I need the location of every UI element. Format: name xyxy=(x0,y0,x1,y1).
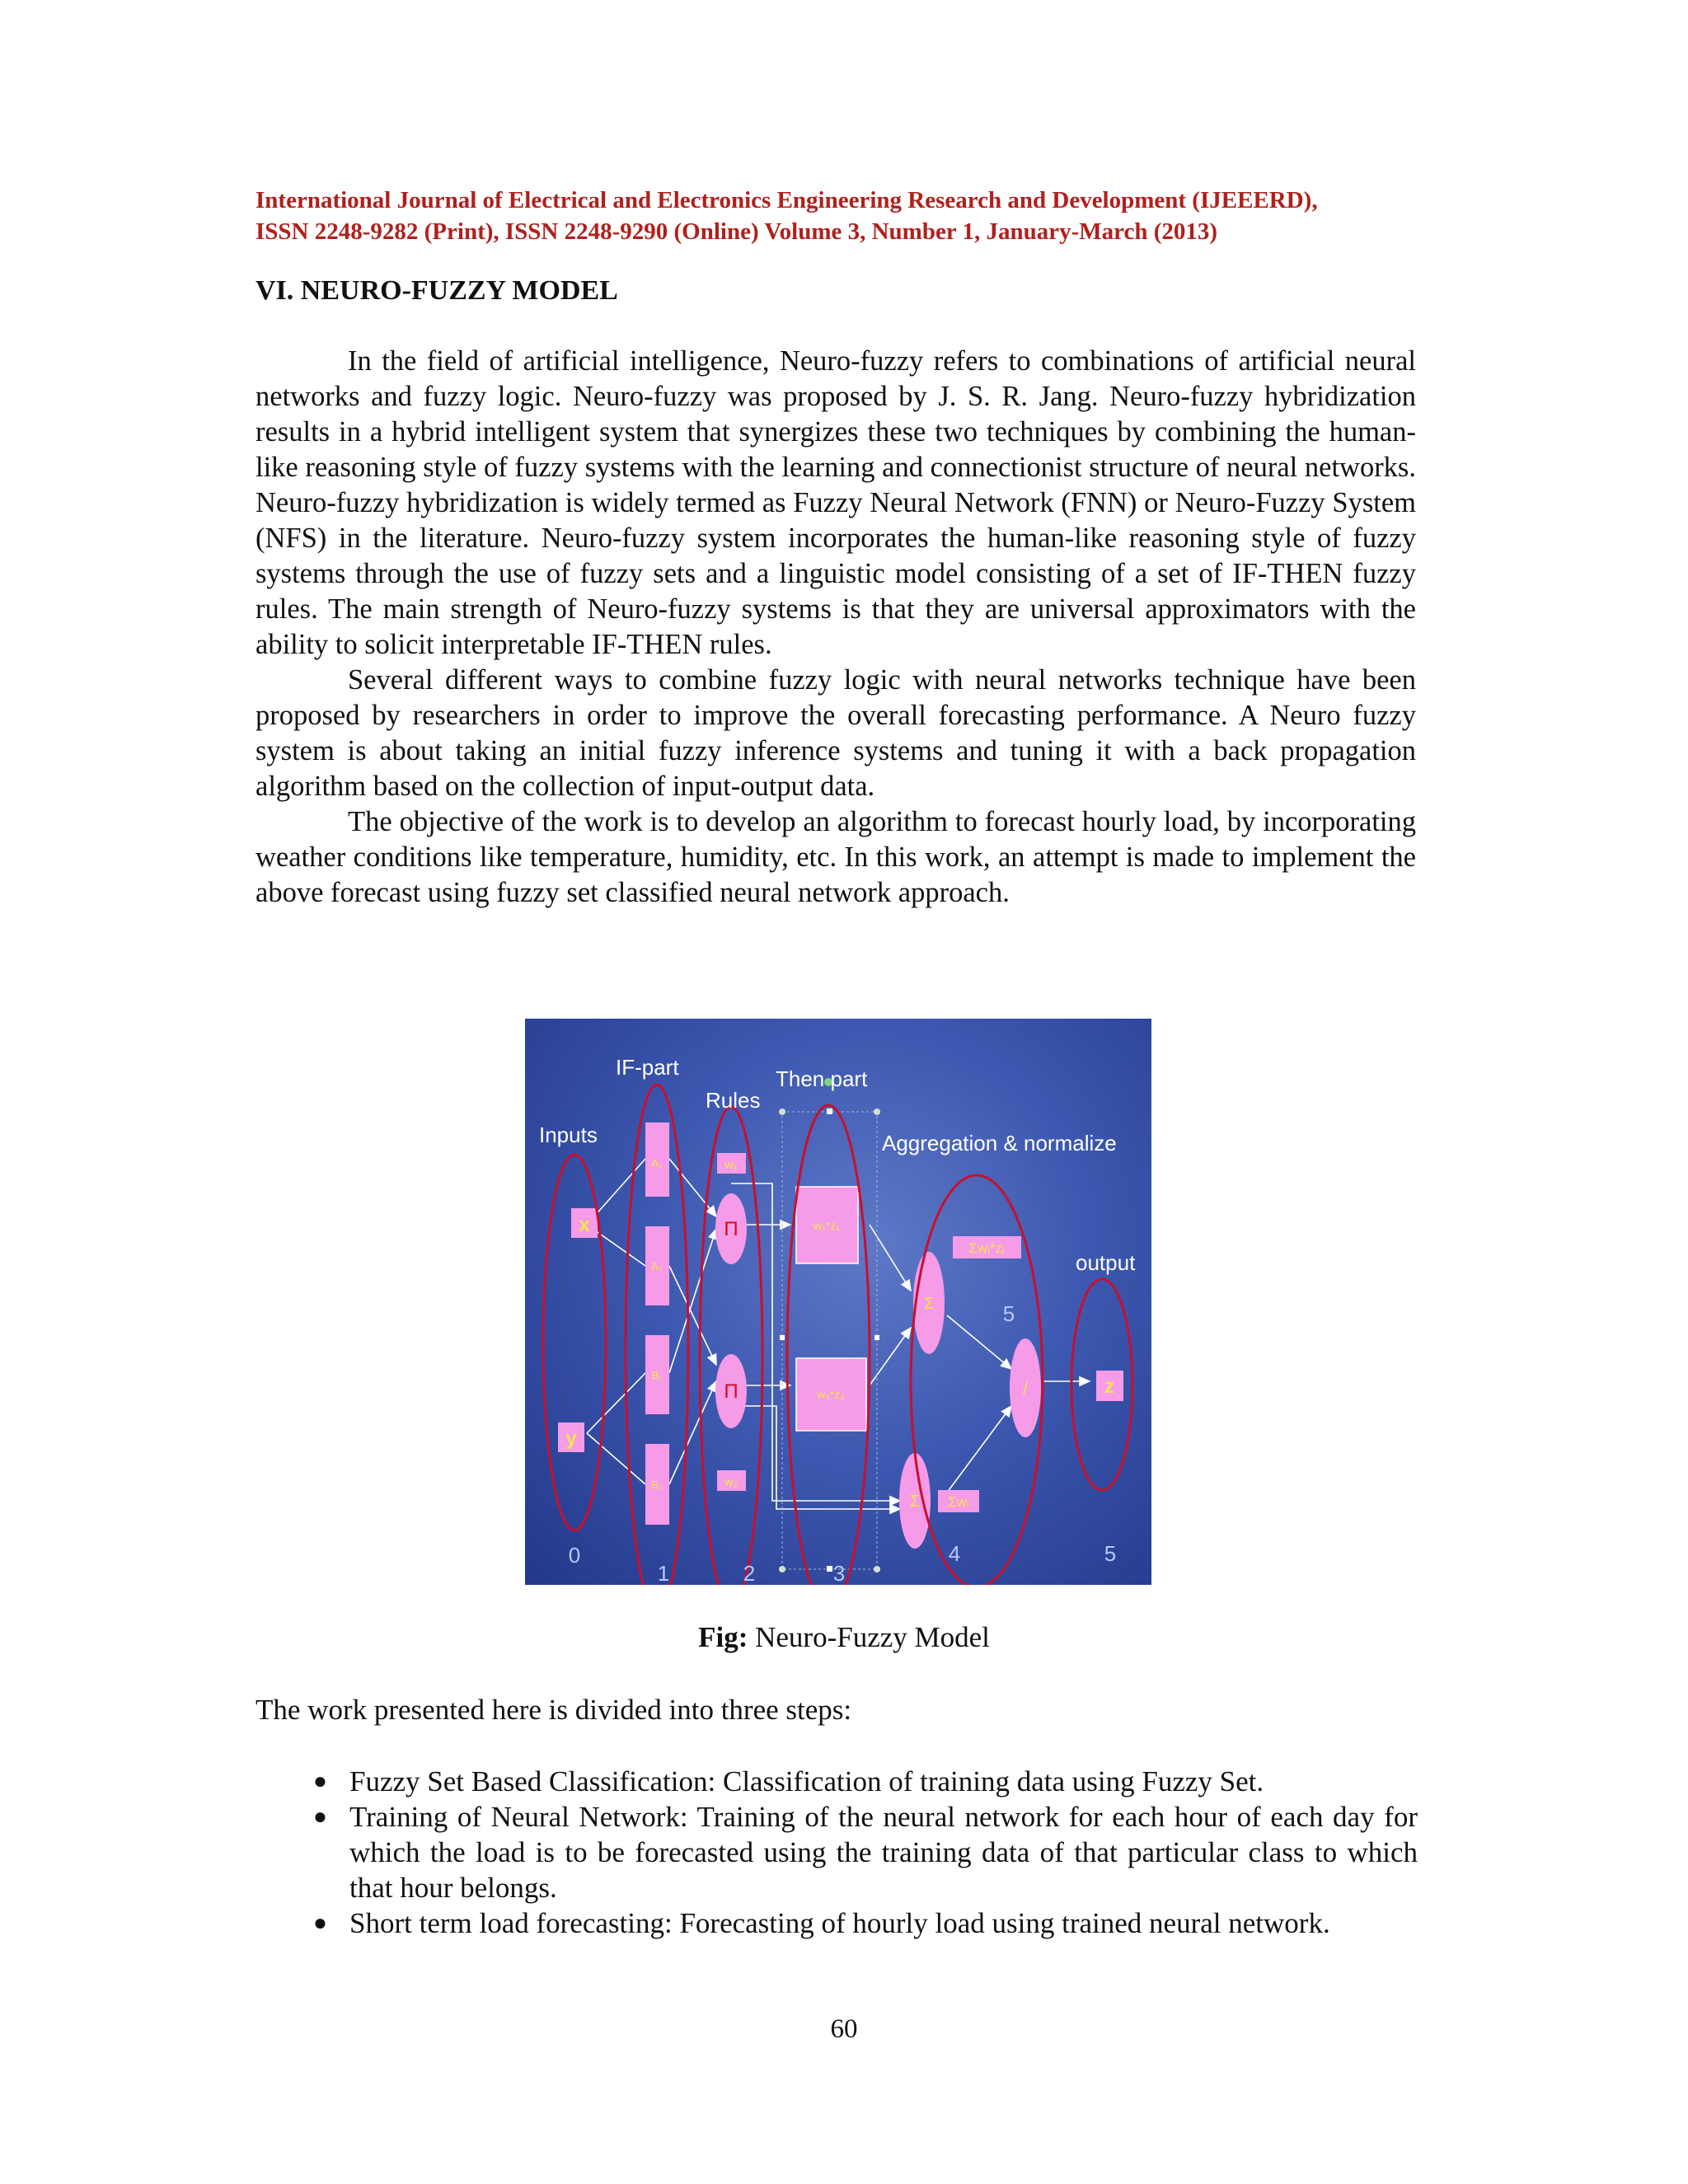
edge-y-b1 xyxy=(587,1373,645,1433)
bullet-icon: ● xyxy=(313,1910,327,1936)
neuro-fuzzy-diagram xyxy=(525,1019,1151,1585)
layer-ellipse-2 xyxy=(700,1107,762,1585)
sum-label-w: Σwᵢ xyxy=(948,1494,969,1510)
figure-caption xyxy=(0,1621,1688,1654)
label-then-part: Then part xyxy=(776,1066,868,1091)
divide-symbol: / xyxy=(1023,1380,1028,1399)
label-if-part: IF-part xyxy=(616,1055,679,1080)
layer-number-1: 1 xyxy=(657,1561,670,1585)
layer-ellipses xyxy=(543,1085,1132,1585)
product-label-1: w₁*z₁ xyxy=(813,1219,841,1232)
section-title: VI. NEURO-FUZZY MODEL xyxy=(256,275,618,306)
sum-symbol-1: Σ xyxy=(923,1295,935,1313)
aggregation-nodes xyxy=(899,1236,1041,1549)
input-nodes xyxy=(558,1208,598,1452)
steps-list xyxy=(256,1764,1418,1941)
membership-label-a2: A₂ xyxy=(651,1260,663,1272)
bullet-icon: ● xyxy=(313,1804,327,1830)
edge-s2-div xyxy=(947,1406,1011,1493)
list-item-text: Short term load forecasting: Forecasting of hourly load using trained neural network. xyxy=(349,1907,1330,1939)
sum-label-wz: Σwᵢ*zᵢ xyxy=(968,1240,1005,1256)
paragraph-1: In the field of artificial intelligence, Neuro-fuzzy refers to combinations of artificial neural networks and fuzzy logic. Neuro-fuzzy was proposed by J. S. R. Jang. Neuro-fuzzy hybridization results in a hybrid intelligent system that synergizes these two techniques by combining the human-like reasoning style of fuzzy systems with the learning and connectionist structure of neural networks. Neuro-fuzzy hybridization is widely termed as Fuzzy Neural Network (FNN) or Neuro-Fuzzy System (NFS) in the literature. Neuro-fuzzy system incorporates the human-like reasoning style of fuzzy systems through the use of fuzzy sets and a linguistic model consisting of a set of IF-THEN fuzzy rules. The main strength of Neuro-fuzzy systems is that they are universal approximators with the ability to solicit interpretable IF-THEN rules. xyxy=(256,345,1416,660)
selection-handle xyxy=(874,1335,879,1340)
edge-s1-div xyxy=(947,1315,1011,1369)
layer-number-3: 3 xyxy=(832,1561,846,1585)
selection-handle xyxy=(827,1566,832,1572)
paragraph-3: The objective of the work is to develop an algorithm to forecast hourly load, by incorporating weather conditions like temperature, humidity, etc. In this work, an attempt is made to implement the above forecast using fuzzy set classified neural network approach. xyxy=(256,806,1416,908)
list-item xyxy=(256,1799,1418,1905)
selection-handle xyxy=(779,1566,785,1572)
label-rules: Rules xyxy=(706,1088,761,1113)
layer-ellipse-3 xyxy=(787,1105,870,1585)
selection-handle xyxy=(779,1108,785,1115)
label-aggregation: Aggregation & normalize xyxy=(882,1131,1117,1155)
journal-header-line-2: ISSN 2248-9282 (Print), ISSN 2248-9290 (Online) Volume 3, Number 1, January-March (2013) xyxy=(256,218,1218,245)
selection-handle xyxy=(827,1108,832,1114)
selection-handle xyxy=(780,1335,785,1340)
journal-header xyxy=(256,185,1418,247)
page-number: 60 xyxy=(830,2014,858,2044)
sum-symbol-2: Σ xyxy=(909,1493,921,1511)
list-item-text: Training of Neural Network: Training of the neural network for each hour of each day for which the load is to be forecasted using the training data of that particular class to which that hour belongs. xyxy=(349,1801,1418,1904)
rule-nodes xyxy=(715,1153,747,1491)
output-node xyxy=(1096,1371,1123,1401)
layer-number-2: 2 xyxy=(743,1561,756,1585)
layer-number-5b: 5 xyxy=(1104,1541,1117,1566)
body-text xyxy=(256,344,1416,911)
rule-symbol-1: Π xyxy=(724,1218,738,1240)
input-label-y: y xyxy=(565,1427,577,1450)
label-inputs: Inputs xyxy=(539,1122,598,1147)
layer-number-5a: 5 xyxy=(1002,1301,1015,1326)
layer-number-0: 0 xyxy=(568,1543,581,1568)
journal-header-line-1: International Journal of Electrical and Electronics Engineering Research and Development (IJEEERD), xyxy=(256,187,1318,213)
input-label-x: x xyxy=(579,1214,590,1236)
edge-b2-r2 xyxy=(669,1381,716,1484)
label-output: output xyxy=(1076,1250,1136,1275)
neuro-fuzzy-figure xyxy=(525,1019,1151,1585)
membership-label-a1: A₁ xyxy=(651,1157,663,1169)
bullet-icon: ● xyxy=(313,1769,327,1794)
then-part-nodes xyxy=(796,1187,866,1431)
membership-label-b2: B₂ xyxy=(651,1479,663,1491)
rule-symbol-2: Π xyxy=(724,1380,738,1403)
caption-label: Fig: xyxy=(698,1621,748,1653)
steps-intro: The work presented here is divided into three steps: xyxy=(256,1694,852,1726)
weight-label-w2: w₂ xyxy=(724,1475,738,1489)
caption-text: Neuro-Fuzzy Model xyxy=(748,1621,990,1653)
selection-handle xyxy=(874,1566,880,1572)
list-item xyxy=(256,1764,1418,1799)
edge-p1-s1 xyxy=(870,1225,911,1291)
list-item xyxy=(256,1905,1418,1941)
output-label-z: z xyxy=(1104,1376,1114,1398)
list-item-text: Fuzzy Set Based Classification: Classification of training data using Fuzzy Set. xyxy=(349,1765,1264,1797)
layer-number-4: 4 xyxy=(948,1541,961,1566)
membership-nodes xyxy=(645,1122,669,1525)
product-label-2: w₂*z₂ xyxy=(817,1388,845,1401)
weight-label-w1: w₁ xyxy=(724,1158,738,1172)
selection-handle xyxy=(874,1108,880,1115)
membership-label-b1: B₁ xyxy=(651,1369,663,1381)
paragraph-2: Several different ways to combine fuzzy logic with neural networks technique have been proposed by researchers in order to improve the overall forecasting performance. A Neuro fuzzy system is about taking an initial fuzzy inference systems and tuning it with a back propagation algorithm based on the collection of input-output data. xyxy=(256,664,1416,802)
